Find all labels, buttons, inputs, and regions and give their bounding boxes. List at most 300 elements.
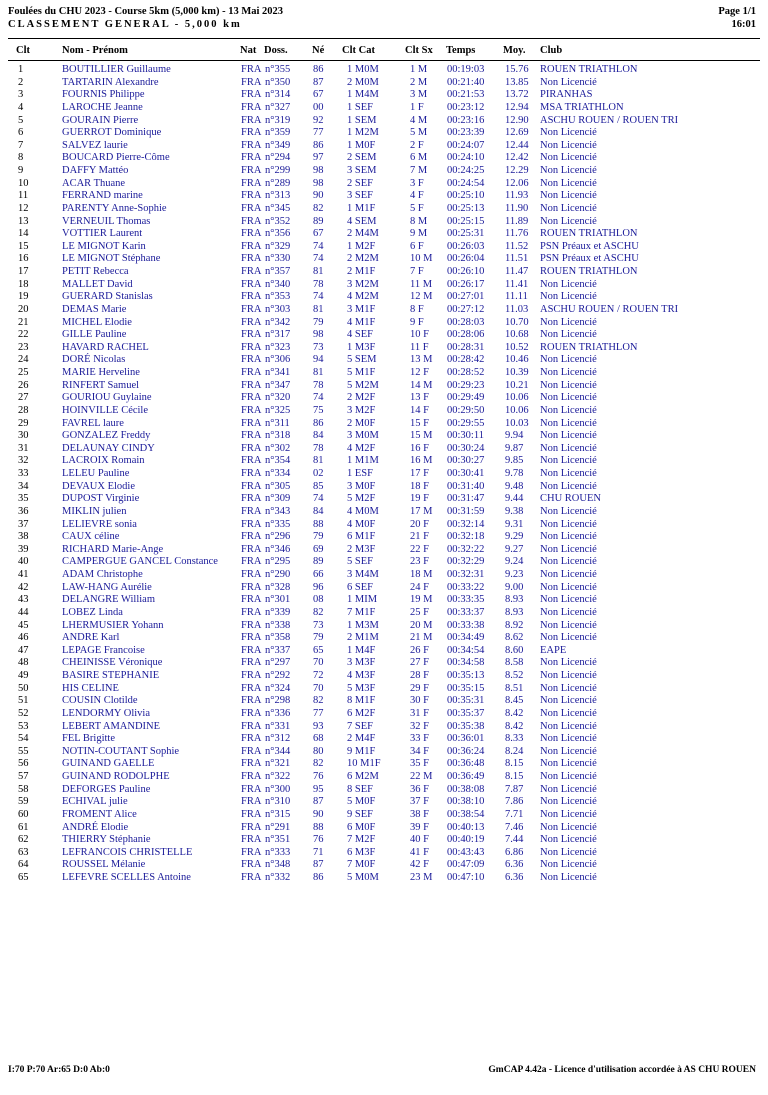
cell-ne: 70 — [313, 682, 324, 694]
cell-temps: 00:28:52 — [447, 367, 485, 378]
cell-name: FEL Brigitte — [62, 733, 115, 745]
cell-doss: n°346 — [265, 543, 291, 555]
cell-doss: n°336 — [265, 707, 291, 719]
cell-club: ROUEN TRIATHLON — [540, 266, 638, 277]
cell-moy: 8.42 — [505, 720, 524, 732]
cell-clt: 2 — [18, 76, 24, 88]
col-temps: Temps — [446, 45, 476, 56]
cell-ne: 81 — [313, 303, 324, 315]
cell-doss: n°357 — [265, 266, 291, 277]
cell-club: Non Licencié — [540, 190, 597, 202]
table-row — [0, 228, 768, 241]
cell-moy: 8.93 — [505, 594, 524, 606]
table-row — [0, 190, 768, 203]
table-row — [0, 872, 768, 885]
cell-club: Non Licencié — [540, 670, 597, 681]
cell-name: GUINAND RODOLPHE — [62, 771, 170, 782]
cell-doss: n°334 — [265, 468, 291, 479]
cell-temps: 00:31:40 — [447, 480, 485, 492]
cell-moy: 11.76 — [505, 228, 529, 240]
cell-nat: FRA — [241, 316, 262, 328]
cell-club: Non Licencié — [540, 745, 597, 757]
cell-doss: n°332 — [265, 872, 291, 883]
cell-name: ANDRÉ Elodie — [62, 821, 129, 833]
cell-clt-sx: 15 M — [410, 430, 433, 442]
cell-ne: 73 — [313, 619, 324, 631]
cell-clt-cat: 9 M1F — [347, 745, 376, 757]
cell-temps: 00:35:13 — [447, 670, 485, 681]
cell-doss: n°356 — [265, 228, 291, 240]
cell-clt-cat: 7 SEF — [347, 720, 373, 732]
cell-ne: 82 — [313, 758, 324, 770]
cell-ne: 73 — [313, 341, 324, 353]
cell-doss: n°295 — [265, 556, 291, 568]
cell-moy: 12.06 — [505, 177, 529, 189]
cell-nat: FRA — [241, 581, 262, 593]
table-row — [0, 594, 768, 607]
cell-doss: n°359 — [265, 127, 291, 139]
cell-clt-sx: 39 F — [410, 821, 429, 833]
cell-temps: 00:33:35 — [447, 594, 485, 606]
cell-clt-sx: 5 F — [410, 202, 424, 214]
cell-clt-sx: 13 M — [410, 354, 433, 366]
table-row — [0, 291, 768, 304]
cell-club: Non Licencié — [540, 316, 597, 328]
cell-clt-cat: 7 M2F — [347, 834, 376, 846]
cell-ne: 79 — [313, 316, 324, 328]
cell-clt-cat: 4 SEF — [347, 329, 373, 341]
cell-clt-sx: 18 F — [410, 480, 429, 492]
cell-name: SALVEZ laurie — [62, 139, 128, 151]
cell-clt-cat: 1 M3M — [347, 619, 379, 631]
cell-nat: FRA — [241, 543, 262, 555]
cell-clt-sx: 14 F — [410, 404, 429, 416]
cell-temps: 00:32:18 — [447, 531, 485, 543]
table-row — [0, 519, 768, 532]
table-row — [0, 317, 768, 330]
cell-clt-cat: 1 ESF — [347, 468, 373, 479]
cell-ne: 98 — [313, 177, 324, 189]
cell-clt-sx: 33 F — [410, 733, 429, 745]
cell-name: FERRAND marine — [62, 190, 143, 202]
cell-doss: n°353 — [265, 291, 291, 303]
cell-clt-cat: 1 M0M — [347, 64, 379, 75]
cell-temps: 00:35:31 — [447, 695, 485, 707]
cell-moy: 6.86 — [505, 846, 524, 858]
cell-clt-sx: 4 M — [410, 114, 428, 126]
cell-clt-sx: 23 M — [410, 872, 433, 883]
cell-name: LE MIGNOT Stéphane — [62, 253, 161, 265]
cell-clt-cat: 5 SEF — [347, 556, 373, 568]
report-title: Foulées du CHU 2023 - Course 5km (5,000 km) - 13 Mai 2023 — [8, 6, 284, 17]
cell-moy: 10.39 — [505, 367, 529, 378]
cell-nat: FRA — [241, 569, 262, 580]
cell-name: THIERRY Stéphanie — [62, 834, 151, 846]
cell-nat: FRA — [241, 341, 262, 353]
cell-doss: n°328 — [265, 581, 291, 593]
cell-doss: n°309 — [265, 493, 291, 505]
cell-clt-sx: 13 F — [410, 392, 429, 404]
cell-club: Non Licencié — [540, 859, 597, 871]
cell-clt-sx: 12 F — [410, 367, 429, 378]
cell-clt-cat: 3 SEF — [347, 190, 373, 202]
cell-temps: 00:26:03 — [447, 240, 485, 252]
cell-temps: 00:24:25 — [447, 165, 485, 176]
col-clt-sx: Clt Sx — [405, 45, 433, 56]
cell-clt: 42 — [18, 581, 29, 593]
cell-temps: 00:26:04 — [447, 253, 485, 265]
cell-temps: 00:43:43 — [447, 846, 485, 858]
cell-moy: 9.44 — [505, 493, 524, 505]
cell-doss: n°323 — [265, 341, 291, 353]
cell-name: LAROCHE Jeanne — [62, 101, 143, 113]
cell-ne: 74 — [313, 493, 324, 505]
cell-clt-cat: 2 M0F — [347, 417, 376, 429]
cell-name: LEFEVRE SCELLES Antoine — [62, 872, 191, 883]
cell-clt: 31 — [18, 442, 29, 454]
cell-moy: 8.92 — [505, 619, 524, 631]
cell-ne: 86 — [313, 417, 324, 429]
footer-license: GmCAP 4.42a - Licence d'utilisation accordée à AS CHU ROUEN — [488, 1065, 756, 1075]
cell-nat: FRA — [241, 594, 262, 606]
cell-name: COUSIN Clotilde — [62, 695, 138, 707]
cell-temps: 00:35:38 — [447, 720, 485, 732]
cell-temps: 00:32:31 — [447, 569, 485, 580]
cell-moy: 9.78 — [505, 468, 524, 479]
cell-nat: FRA — [241, 291, 262, 303]
cell-temps: 00:25:31 — [447, 228, 485, 240]
cell-clt: 56 — [18, 758, 29, 770]
cell-name: MARIE Herveline — [62, 367, 140, 378]
cell-name: DEFORGES Pauline — [62, 783, 151, 795]
cell-clt-cat: 3 M0M — [347, 430, 379, 442]
cell-clt: 21 — [18, 316, 29, 328]
cell-nat: FRA — [241, 430, 262, 442]
cell-clt: 20 — [18, 303, 29, 315]
table-row — [0, 620, 768, 633]
cell-club: Non Licencié — [540, 531, 597, 543]
cell-clt: 19 — [18, 291, 29, 303]
cell-name: LEPAGE Francoise — [62, 644, 145, 656]
cell-name: GOURIOU Guylaine — [62, 392, 152, 404]
cell-ne: 79 — [313, 632, 324, 644]
cell-club: Non Licencié — [540, 152, 597, 164]
cell-nat: FRA — [241, 165, 262, 176]
cell-ne: 74 — [313, 392, 324, 404]
cell-clt: 1 — [18, 64, 24, 75]
cell-club: Non Licencié — [540, 720, 597, 732]
cell-clt: 54 — [18, 733, 29, 745]
table-row — [0, 216, 768, 229]
table-row — [0, 329, 768, 342]
cell-clt: 4 — [18, 101, 24, 113]
cell-nat: FRA — [241, 379, 262, 391]
cell-doss: n°315 — [265, 808, 291, 820]
cell-moy: 9.38 — [505, 505, 524, 517]
cell-clt-sx: 38 F — [410, 808, 429, 820]
cell-moy: 7.86 — [505, 796, 524, 808]
cell-clt-sx: 34 F — [410, 745, 429, 757]
cell-clt-cat: 2 M1M — [347, 632, 379, 644]
cell-clt-sx: 11 F — [410, 341, 429, 353]
cell-club: Non Licencié — [540, 329, 597, 341]
cell-clt-sx: 4 F — [410, 190, 424, 202]
cell-moy: 8.42 — [505, 707, 524, 719]
cell-clt-cat: 6 M2F — [347, 707, 376, 719]
cell-temps: 00:24:07 — [447, 139, 485, 151]
cell-clt-cat: 3 M0F — [347, 480, 376, 492]
cell-clt-sx: 18 M — [410, 569, 433, 580]
cell-clt-cat: 5 SEM — [347, 354, 377, 366]
cell-moy: 9.27 — [505, 543, 524, 555]
cell-clt: 36 — [18, 505, 29, 517]
cell-club: Non Licencié — [540, 442, 597, 454]
cell-clt-cat: 3 M2M — [347, 278, 379, 290]
cell-temps: 00:32:22 — [447, 543, 485, 555]
cell-nat: FRA — [241, 392, 262, 404]
table-row — [0, 506, 768, 519]
table-row — [0, 847, 768, 860]
cell-name: LEBERT AMANDINE — [62, 720, 161, 732]
cell-moy: 7.46 — [505, 821, 524, 833]
cell-clt-cat: 3 M3F — [347, 657, 376, 669]
cell-ne: 89 — [313, 556, 324, 568]
cell-name: CAMPERGUE GANCEL Constance — [62, 556, 218, 568]
cell-doss: n°324 — [265, 682, 291, 694]
cell-club: Non Licencié — [540, 291, 597, 303]
cell-name: VERNEUIL Thomas — [62, 215, 151, 227]
cell-nat: FRA — [241, 720, 262, 732]
cell-club: Non Licencié — [540, 846, 597, 858]
cell-temps: 00:38:08 — [447, 783, 485, 795]
cell-clt-cat: 6 M0F — [347, 821, 376, 833]
cell-clt-cat: 10 M1F — [347, 758, 381, 770]
cell-clt: 61 — [18, 821, 29, 833]
cell-nat: FRA — [241, 190, 262, 202]
cell-temps: 00:34:54 — [447, 644, 485, 656]
cell-club: Non Licencié — [540, 404, 597, 416]
cell-club: Non Licencié — [540, 695, 597, 707]
cell-clt-sx: 9 F — [410, 316, 424, 328]
col-name: Nom - Prénom — [62, 45, 128, 56]
cell-club: PSN Préaux et ASCHU — [540, 253, 639, 265]
header-rule-bottom — [8, 60, 760, 61]
cell-ne: 08 — [313, 594, 324, 606]
col-nat: Nat — [240, 45, 257, 56]
cell-doss: n°321 — [265, 758, 291, 770]
cell-temps: 00:28:31 — [447, 341, 485, 353]
cell-moy: 10.03 — [505, 417, 529, 429]
cell-clt-cat: 4 M1F — [347, 316, 376, 328]
cell-clt-cat: 1 SEF — [347, 101, 373, 113]
cell-doss: n°313 — [265, 190, 291, 202]
table-row — [0, 152, 768, 165]
cell-doss: n°302 — [265, 442, 291, 454]
cell-club: Non Licencié — [540, 733, 597, 745]
cell-temps: 00:40:19 — [447, 834, 485, 846]
cell-club: Non Licencié — [540, 202, 597, 214]
cell-ne: 94 — [313, 354, 324, 366]
cell-temps: 00:28:06 — [447, 329, 485, 341]
cell-moy: 12.69 — [505, 127, 529, 139]
cell-ne: 72 — [313, 670, 324, 681]
cell-moy: 9.24 — [505, 556, 524, 568]
cell-clt: 30 — [18, 430, 29, 442]
cell-clt: 57 — [18, 771, 29, 782]
cell-clt-sx: 28 F — [410, 670, 429, 681]
cell-clt-sx: 36 F — [410, 783, 429, 795]
cell-nat: FRA — [241, 771, 262, 782]
cell-clt-sx: 12 M — [410, 291, 433, 303]
cell-clt-sx: 31 F — [410, 707, 429, 719]
cell-temps: 00:27:12 — [447, 303, 485, 315]
cell-ne: 82 — [313, 606, 324, 618]
cell-clt: 28 — [18, 404, 29, 416]
cell-doss: n°298 — [265, 695, 291, 707]
cell-temps: 00:33:37 — [447, 606, 485, 618]
cell-nat: FRA — [241, 278, 262, 290]
cell-doss: n°289 — [265, 177, 291, 189]
cell-moy: 7.87 — [505, 783, 524, 795]
cell-name: MICHEL Elodie — [62, 316, 132, 328]
cell-club: Non Licencié — [540, 682, 597, 694]
cell-temps: 00:33:22 — [447, 581, 485, 593]
cell-moy: 7.44 — [505, 834, 524, 846]
cell-nat: FRA — [241, 872, 262, 883]
cell-clt: 58 — [18, 783, 29, 795]
table-row — [0, 443, 768, 456]
cell-name: FROMENT Alice — [62, 808, 137, 820]
cell-clt-cat: 1 M2M — [347, 127, 379, 139]
cell-clt: 34 — [18, 480, 29, 492]
cell-moy: 8.62 — [505, 632, 524, 644]
cell-clt-sx: 9 M — [410, 228, 428, 240]
cell-clt-sx: 10 M — [410, 253, 433, 265]
cell-moy: 8.33 — [505, 733, 524, 745]
cell-name: DORÉ Nicolas — [62, 354, 126, 366]
cell-club: Non Licencié — [540, 518, 597, 530]
table-row — [0, 758, 768, 771]
cell-temps: 00:23:16 — [447, 114, 485, 126]
cell-clt: 5 — [18, 114, 24, 126]
cell-name: HIS CELINE — [62, 682, 119, 694]
cell-temps: 00:34:49 — [447, 632, 485, 644]
cell-moy: 8.15 — [505, 758, 524, 770]
cell-moy: 11.03 — [505, 303, 529, 315]
cell-doss: n°310 — [265, 796, 291, 808]
cell-name: CAUX céline — [62, 531, 120, 543]
cell-nat: FRA — [241, 657, 262, 669]
cell-moy: 12.44 — [505, 139, 529, 151]
cell-name: BOUTILLIER Guillaume — [62, 64, 171, 75]
cell-moy: 8.52 — [505, 670, 524, 681]
cell-temps: 00:29:49 — [447, 392, 485, 404]
cell-clt-sx: 41 F — [410, 846, 429, 858]
cell-clt: 33 — [18, 468, 29, 479]
cell-ne: 02 — [313, 468, 324, 479]
cell-name: HAVARD RACHEL — [62, 341, 149, 353]
cell-clt-cat: 2 M4F — [347, 733, 376, 745]
table-row — [0, 430, 768, 443]
cell-clt: 7 — [18, 139, 24, 151]
cell-moy: 10.06 — [505, 404, 529, 416]
cell-name: LE MIGNOT Karin — [62, 240, 146, 252]
table-row — [0, 834, 768, 847]
cell-club: Non Licencié — [540, 758, 597, 770]
header-rule-top — [8, 38, 760, 39]
cell-clt: 44 — [18, 606, 29, 618]
cell-clt: 46 — [18, 632, 29, 644]
cell-ne: 84 — [313, 505, 324, 517]
cell-doss: n°354 — [265, 455, 291, 467]
cell-moy: 11.11 — [505, 291, 528, 303]
cell-clt-cat: 3 SEM — [347, 165, 377, 176]
cell-ne: 82 — [313, 202, 324, 214]
cell-temps: 00:25:13 — [447, 202, 485, 214]
cell-club: Non Licencié — [540, 480, 597, 492]
cell-clt-cat: 6 SEF — [347, 581, 373, 593]
col-club: Club — [540, 45, 563, 56]
cell-moy: 9.31 — [505, 518, 524, 530]
cell-doss: n°329 — [265, 240, 291, 252]
cell-nat: FRA — [241, 101, 262, 113]
table-row — [0, 342, 768, 355]
cell-name: GUINAND GAELLE — [62, 758, 155, 770]
cell-club: Non Licencié — [540, 430, 597, 442]
cell-moy: 15.76 — [505, 64, 529, 75]
table-row — [0, 354, 768, 367]
cell-club: Non Licencié — [540, 543, 597, 555]
cell-clt: 39 — [18, 543, 29, 555]
cell-temps: 00:28:03 — [447, 316, 485, 328]
cell-nat: FRA — [241, 480, 262, 492]
cell-ne: 69 — [313, 543, 324, 555]
results-table — [0, 64, 768, 885]
cell-name: GUERARD Stanislas — [62, 291, 153, 303]
cell-clt-cat: 6 M1F — [347, 531, 376, 543]
cell-moy: 6.36 — [505, 859, 524, 871]
table-row — [0, 468, 768, 481]
cell-temps: 00:30:27 — [447, 455, 485, 467]
cell-doss: n°330 — [265, 253, 291, 265]
cell-nat: FRA — [241, 64, 262, 75]
cell-ne: 71 — [313, 846, 324, 858]
cell-name: DELAUNAY CINDY — [62, 442, 155, 454]
table-row — [0, 266, 768, 279]
cell-ne: 97 — [313, 152, 324, 164]
cell-temps: 00:36:49 — [447, 771, 485, 782]
cell-ne: 68 — [313, 733, 324, 745]
cell-nat: FRA — [241, 442, 262, 454]
cell-ne: 65 — [313, 644, 324, 656]
cell-ne: 78 — [313, 442, 324, 454]
cell-moy: 9.29 — [505, 531, 524, 543]
cell-club: Non Licencié — [540, 379, 597, 391]
cell-club: ASCHU ROUEN / ROUEN TRI — [540, 303, 679, 315]
cell-clt-sx: 6 M — [410, 152, 428, 164]
cell-clt-cat: 5 M2F — [347, 493, 376, 505]
cell-doss: n°290 — [265, 569, 291, 580]
cell-temps: 00:47:09 — [447, 859, 485, 871]
cell-name: LELEU Pauline — [62, 468, 130, 479]
report-header — [8, 5, 283, 31]
cell-club: Non Licencié — [540, 417, 597, 429]
cell-nat: FRA — [241, 455, 262, 467]
cell-clt-sx: 6 F — [410, 240, 424, 252]
cell-name: MIKLIN julien — [62, 505, 127, 517]
cell-nat: FRA — [241, 834, 262, 846]
cell-clt-sx: 11 M — [410, 278, 433, 290]
